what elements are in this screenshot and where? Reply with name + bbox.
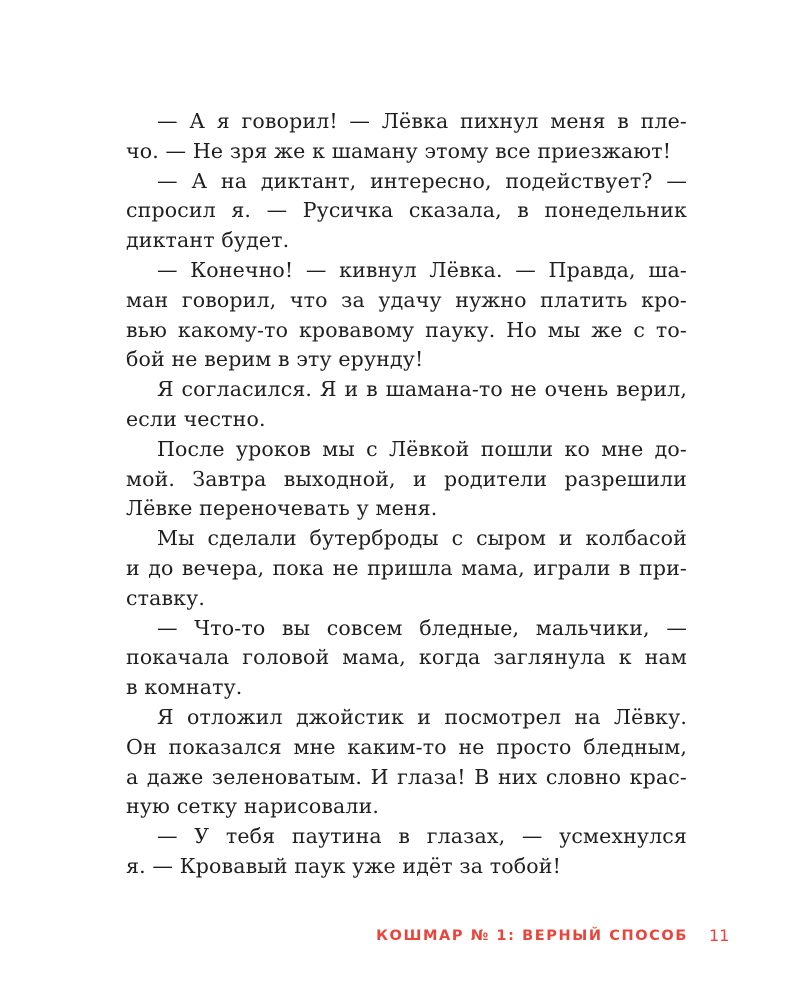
text-line: чо. — Не зря же к шаману этому все приезжают! — [126, 138, 672, 163]
text-line: — Что-то вы совсем бледные, мальчики, — — [157, 615, 687, 640]
text-line: Я согласился. Я и в шамана-то не очень верил, — [157, 377, 687, 402]
text-line: вью какому-то кровавому пауку. Но мы же с то- — [126, 317, 687, 342]
body-text — [126, 107, 687, 882]
page-footer — [0, 926, 800, 950]
text-line: — У тебя паутина в глазах, — усмехнулся — [157, 824, 687, 849]
text-line: а даже зеленоватым. И глаза! В них словно крас- — [126, 764, 687, 789]
text-line: — А на диктант, интересно, подействует? — — [157, 168, 687, 193]
text-line: Я отложил джойстик и посмотрел на Лёвку. — [157, 704, 687, 729]
running-head: КОШМАР № 1: ВЕРНЫЙ СПОСОБ — [376, 928, 688, 944]
text-line: После уроков мы с Лёвкой пошли ко мне до- — [157, 436, 687, 461]
text-line: — Конечно! — кивнул Лёвка. — Правда, ша- — [157, 257, 687, 282]
text-line: я. — Кровавый паук уже идёт за тобой! — [126, 853, 561, 878]
text-line: мой. Завтра выходной, и родители разрешили — [126, 466, 687, 491]
text-line: Он показался мне каким-то не просто бледным, — [126, 734, 687, 759]
text-line: покачала головой мама, когда заглянула к нам — [126, 645, 687, 670]
text-line: в комнату. — [126, 675, 243, 700]
text-line: если честно. — [126, 406, 266, 431]
text-line: ную сетку нарисовали. — [126, 794, 380, 819]
text-line: диктант будет. — [126, 228, 290, 253]
text-line: — А я говорил! — Лёвка пихнул меня в пле- — [157, 109, 687, 133]
text-line: ман говорил, что за удачу нужно платить кро- — [126, 287, 687, 312]
text-line: бой не верим в эту ерунду! — [126, 347, 424, 372]
text-line: и до вечера, пока не пришла мама, играли в при- — [126, 555, 687, 580]
text-line: спросил я. — Русичка сказала, в понедельник — [126, 198, 687, 223]
text-line: Лёвке переночевать у меня. — [126, 496, 438, 521]
text-line: Мы сделали бутерброды с сыром и колбасой — [157, 526, 687, 551]
text-line: ставку. — [126, 585, 206, 610]
page-number: 11 — [709, 926, 730, 945]
